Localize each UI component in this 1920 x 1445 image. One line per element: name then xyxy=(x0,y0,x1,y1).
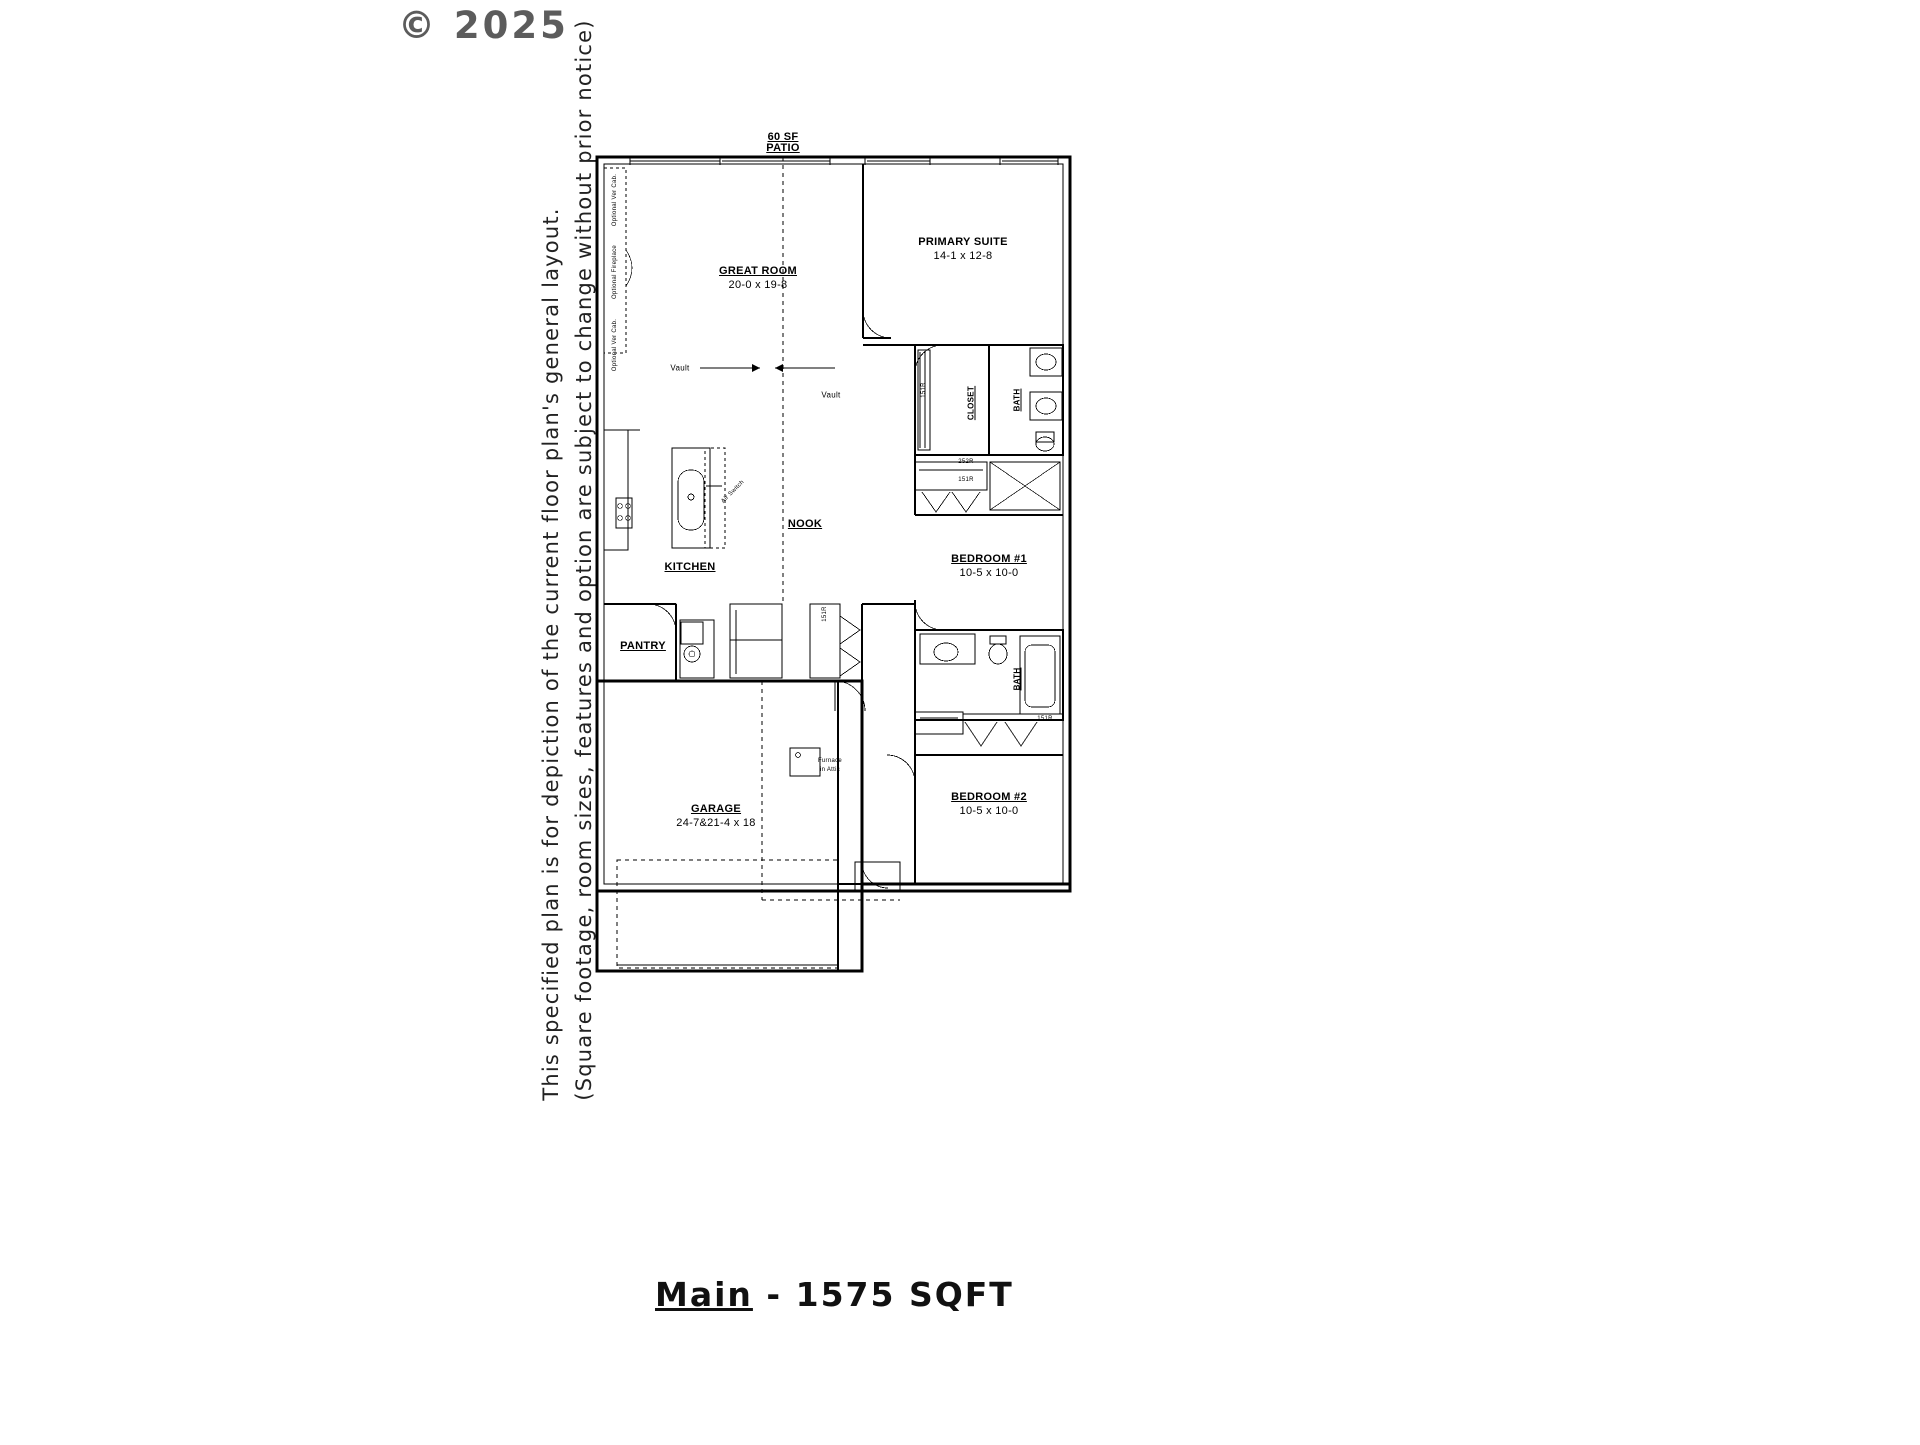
annotation-151r-bath2: 151R xyxy=(1037,716,1053,722)
room-label-kitchen: KITCHEN xyxy=(664,561,716,573)
room-dims-bedroom-2: 10-5 x 10-0 xyxy=(959,805,1019,817)
room-label-bath-2: BATH xyxy=(1012,667,1022,691)
room-label-patio-area: 60 SF xyxy=(767,131,799,143)
room-label-closet: CLOSET xyxy=(966,385,976,421)
annotation-151r-hall: 151R xyxy=(958,477,974,483)
floor-level-label: Main xyxy=(655,1275,753,1314)
annotation-air-switch: Air Switch xyxy=(720,479,746,505)
room-label-primary-bath: BATH xyxy=(1012,388,1022,412)
room-dims-primary-suite: 14-1 x 12-8 xyxy=(933,250,993,262)
annotation-vault-right: Vault xyxy=(821,390,841,400)
floor-title xyxy=(655,1275,1014,1314)
annotation-151r-kitchen: 151R xyxy=(822,606,828,622)
annotation-252r: 252R xyxy=(958,459,974,465)
annotation-vault-left: Vault xyxy=(670,363,690,373)
annotation-closet-rod-151r: 151R xyxy=(921,382,927,398)
room-label-pantry: PANTRY xyxy=(620,640,666,652)
room-label-nook: NOOK xyxy=(787,518,823,530)
room-label-great-room: GREAT ROOM xyxy=(719,265,797,277)
annotation-optional-cabinet-bottom: Optional Ver Cab. xyxy=(612,318,618,372)
disclaimer-line-2: (Square footage, room sizes, features and option are subject to change without prior notice) xyxy=(571,19,596,1101)
copyright-notice: © 2025 xyxy=(398,4,569,47)
annotation-furnace-attic: in Attic xyxy=(819,767,841,773)
room-label-bedroom-1: BEDROOM #1 xyxy=(951,553,1027,565)
floor-area-label: - 1575 SQFT xyxy=(766,1275,1014,1314)
room-dims-bedroom-1: 10-5 x 10-0 xyxy=(959,567,1019,579)
disclaimer-line-1: This specified plan is for depiction of the current floor plan's general layout. xyxy=(538,207,563,1101)
room-dims-great-room: 20-0 x 19-8 xyxy=(728,279,788,291)
room-label-bedroom-2: BEDROOM #2 xyxy=(951,791,1027,803)
room-label-primary-suite: PRIMARY SUITE xyxy=(918,236,1008,248)
room-dims-garage: 24-7&21-4 x 18 xyxy=(676,817,756,829)
room-label-patio: PATIO xyxy=(766,142,800,154)
room-label-garage: GARAGE xyxy=(690,803,742,815)
annotation-optional-fireplace: Optional Fireplace xyxy=(612,244,618,300)
annotation-furnace: Furnace xyxy=(817,758,843,764)
annotation-optional-cabinet-top: Optional Ver Cab. xyxy=(612,173,618,227)
